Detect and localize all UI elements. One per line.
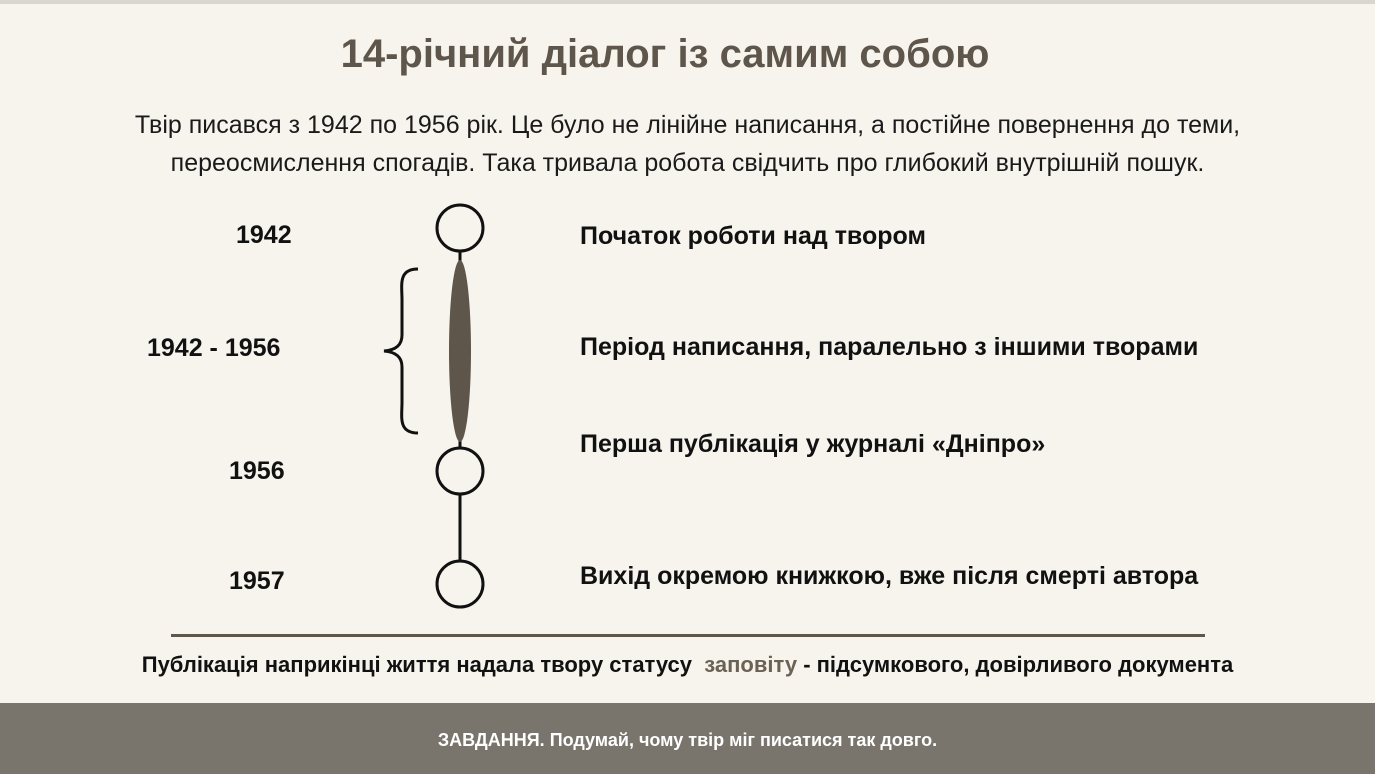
divider-line	[171, 634, 1205, 637]
writing-period-bar	[449, 260, 471, 442]
conclusion-before: Публікація наприкінці життя надала твору статусу	[141, 652, 693, 677]
conclusion-highlight: заповіту	[704, 652, 798, 677]
event-start-of-work: Початок роботи над твором	[580, 222, 926, 250]
task-text: ЗАВДАННЯ. Подумай, чому твір міг писатися так довго.	[437, 730, 938, 750]
year-1942: 1942	[236, 221, 292, 249]
year-range-1942-1956: 1942 - 1956	[147, 334, 281, 362]
event-book-release: Вихід окремою книжкою, вже після смерті автора	[580, 562, 1199, 590]
milestone-circle-1956	[437, 448, 483, 494]
event-first-publication: Перша публікація у журналі «Дніпро»	[580, 430, 1046, 458]
conclusion-after: - підсумкового, довірливого документа	[803, 652, 1234, 677]
event-writing-period: Період написання, паралельно з іншими творами	[580, 333, 1199, 361]
year-1957: 1957	[229, 567, 285, 595]
milestone-circle-1957	[437, 561, 483, 607]
conclusion-text	[0, 652, 1375, 678]
footer-bar	[0, 703, 1375, 774]
period-brace	[384, 269, 418, 433]
page-title: 14-річний діалог із самим собою	[340, 32, 990, 76]
year-1956: 1956	[229, 457, 285, 485]
milestone-circle-1942	[437, 205, 483, 251]
intro-line-1: Твір писався з 1942 по 1956 рік. Це було не лінійне написання, а постійне повернення до теми,	[134, 111, 1241, 139]
intro-line-2: переосмислення спогадів. Така тривала робота свідчить про глибокий внутрішній пошук.	[170, 149, 1205, 177]
